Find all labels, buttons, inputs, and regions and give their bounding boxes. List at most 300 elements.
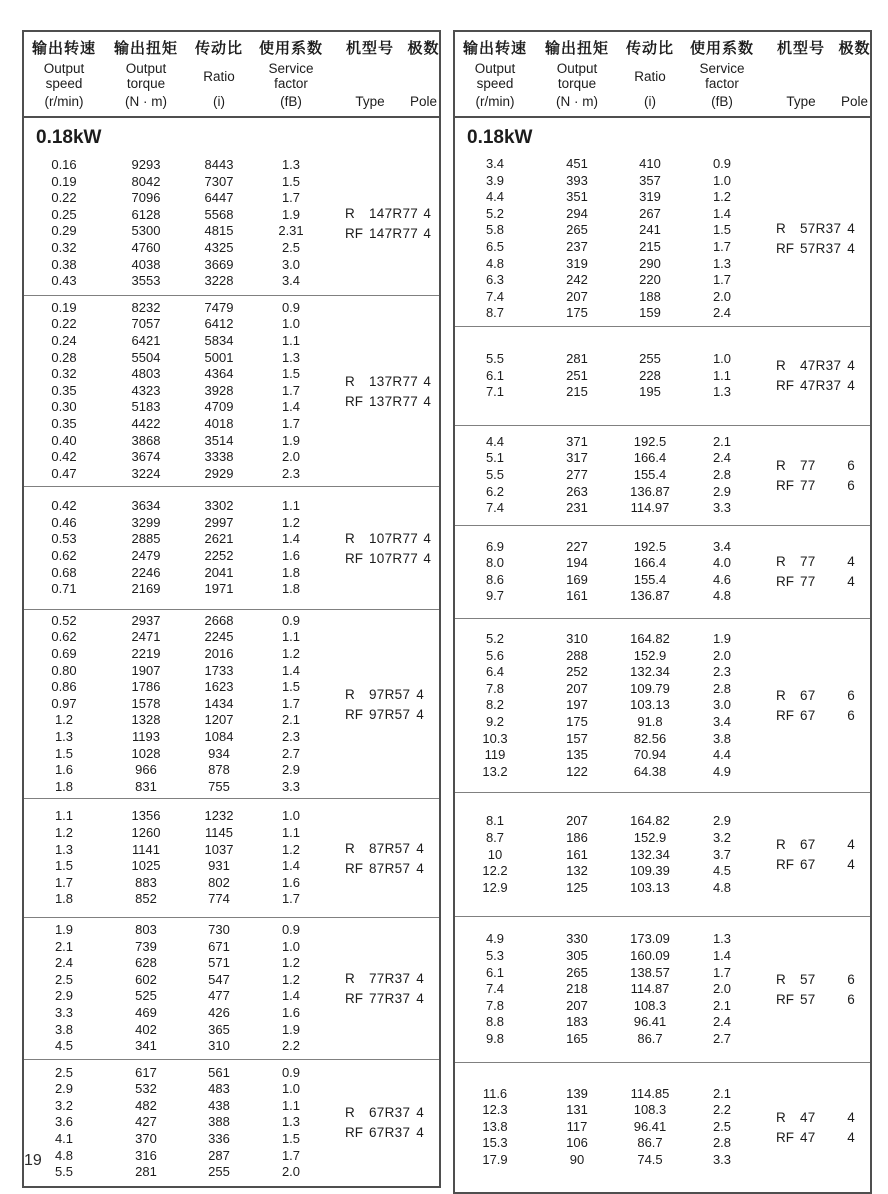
pole-count: 4 — [416, 686, 424, 702]
value-ratio: 2997 — [204, 514, 234, 530]
header-en-label — [557, 61, 598, 91]
value-ratio: 3514 — [204, 432, 234, 448]
value-ratio: 3928 — [204, 382, 234, 398]
type-pole-column — [332, 300, 446, 483]
value-output-speed: 4.8 — [485, 255, 505, 271]
header-en-line: Service — [268, 61, 314, 76]
table-row — [455, 830, 763, 847]
value-output-torque: 2885 — [131, 531, 161, 547]
type-prefix: R — [345, 530, 355, 546]
value-service-factor: 1.9 — [281, 206, 301, 222]
type-prefix: RF — [776, 378, 794, 394]
value-output-torque: 265 — [566, 222, 588, 238]
value-service-factor: 1.3 — [712, 255, 732, 271]
header-en-line: torque — [557, 76, 597, 91]
value-output-torque: 8042 — [131, 173, 161, 189]
table-row — [455, 500, 763, 517]
value-service-factor: 1.3 — [281, 1114, 301, 1130]
table-row — [24, 842, 332, 859]
table-row — [24, 1005, 332, 1022]
value-ratio: 1733 — [204, 662, 234, 678]
value-output-torque: 1028 — [131, 745, 161, 761]
value-service-factor: 0.9 — [712, 156, 732, 171]
value-service-factor: 1.0 — [281, 1081, 301, 1097]
value-service-factor: 1.7 — [281, 415, 301, 431]
value-output-speed: 0.62 — [51, 629, 77, 645]
numeric-columns — [455, 539, 763, 605]
table-row — [24, 433, 332, 450]
value-output-torque: 139 — [566, 1085, 588, 1101]
pole-count: 4 — [847, 574, 855, 590]
value-output-speed: 5.2 — [485, 205, 505, 221]
value-output-speed: 13.2 — [482, 763, 508, 779]
value-output-torque: 263 — [566, 483, 588, 499]
value-service-factor: 2.9 — [712, 483, 732, 499]
value-output-torque: 242 — [566, 272, 588, 288]
value-service-factor: 2.7 — [281, 745, 301, 761]
pole-count: 4 — [847, 554, 855, 570]
value-service-factor: 1.2 — [281, 971, 301, 987]
value-output-speed: 3.3 — [54, 1004, 74, 1020]
pole-count: 4 — [847, 358, 855, 374]
value-service-factor: 1.7 — [281, 891, 301, 907]
value-ratio: 160.09 — [630, 947, 670, 963]
value-service-factor: 1.0 — [712, 172, 732, 188]
value-ratio: 192.5 — [633, 538, 667, 554]
spec-group — [455, 525, 870, 618]
header-zh-label: 使用系数 — [689, 40, 754, 57]
table-body-right — [453, 116, 872, 1194]
value-ratio: 2929 — [204, 465, 234, 481]
value-output-torque: 5183 — [131, 399, 161, 415]
value-service-factor: 1.1 — [281, 332, 301, 348]
type-model: 137R77 — [369, 393, 419, 409]
value-output-torque: 393 — [566, 172, 588, 188]
table-row — [24, 1131, 332, 1148]
type-pole-column — [332, 922, 439, 1055]
value-service-factor: 2.3 — [712, 664, 732, 680]
value-service-factor: 1.5 — [712, 222, 732, 238]
value-service-factor: 1.5 — [281, 679, 301, 695]
spec-group — [24, 295, 439, 487]
type-line — [776, 971, 860, 988]
value-output-speed: 0.25 — [51, 206, 77, 222]
value-service-factor: 2.8 — [712, 680, 732, 696]
type-pole-column — [332, 613, 439, 796]
value-service-factor: 1.7 — [712, 964, 732, 980]
value-output-speed: 4.4 — [485, 433, 505, 449]
page-number: 19 — [24, 1152, 42, 1169]
value-output-torque: 90 — [569, 1151, 585, 1167]
table-row — [24, 1148, 332, 1165]
type-line — [345, 1124, 429, 1141]
table-row — [455, 173, 763, 190]
value-output-torque: 6128 — [131, 206, 161, 222]
type-model: 137R77 — [369, 373, 419, 389]
value-ratio: 4709 — [204, 399, 234, 415]
table-row — [24, 729, 332, 746]
value-output-torque: 1141 — [132, 841, 160, 857]
value-ratio: 6412 — [204, 316, 234, 332]
value-output-speed: 13.8 — [482, 1118, 508, 1134]
spec-group — [455, 1062, 870, 1192]
value-output-torque: 2937 — [131, 612, 161, 628]
type-prefix: R — [345, 205, 355, 221]
type-line — [345, 860, 429, 877]
value-output-torque: 207 — [566, 997, 588, 1013]
table-row — [455, 1152, 763, 1169]
table-row — [455, 156, 763, 173]
value-output-torque: 265 — [566, 964, 588, 980]
type-line — [345, 530, 436, 547]
header-en-line: speed — [476, 76, 514, 91]
value-ratio: 103.13 — [630, 697, 670, 713]
value-output-speed: 0.19 — [51, 299, 77, 315]
spec-group — [24, 152, 439, 295]
value-output-speed: 0.32 — [51, 239, 77, 255]
value-service-factor: 1.1 — [712, 367, 732, 383]
value-service-factor: 3.4 — [281, 273, 301, 289]
table-row — [455, 631, 763, 648]
value-ratio: 108.3 — [633, 997, 667, 1013]
value-service-factor: 2.2 — [712, 1102, 732, 1118]
value-service-factor: 3.8 — [712, 730, 732, 746]
value-output-speed: 7.8 — [485, 997, 505, 1013]
value-output-torque: 4803 — [131, 366, 161, 382]
value-output-torque: 2479 — [131, 548, 161, 564]
header-unit-label: (i) — [213, 94, 225, 109]
spec-group — [24, 798, 439, 917]
value-output-speed: 0.42 — [51, 498, 77, 514]
value-service-factor: 1.2 — [281, 841, 301, 857]
value-service-factor: 1.4 — [281, 988, 301, 1004]
header-zh-label: 输出扭矩 — [113, 40, 178, 57]
table-row — [24, 663, 332, 680]
type-line — [776, 220, 860, 237]
type-pole-column — [332, 498, 446, 598]
value-output-speed: 6.3 — [485, 272, 505, 288]
type-prefix: R — [776, 971, 786, 987]
type-pole-column — [763, 539, 870, 605]
table-row — [24, 466, 332, 483]
value-output-torque: 1356 — [131, 808, 161, 824]
value-ratio: 2252 — [204, 548, 234, 564]
value-ratio: 5001 — [204, 349, 234, 365]
value-ratio: 164.82 — [630, 631, 670, 647]
table-row — [455, 368, 763, 385]
value-output-speed: 2.5 — [54, 971, 74, 987]
value-service-factor: 1.0 — [712, 350, 732, 366]
value-output-torque: 7057 — [131, 316, 161, 332]
value-output-speed: 6.5 — [485, 238, 505, 254]
type-prefix: RF — [345, 393, 363, 409]
spec-group — [24, 917, 439, 1059]
table-row — [24, 712, 332, 729]
type-line — [776, 836, 860, 853]
header-unit-label: Pole — [409, 94, 438, 109]
table-row — [24, 300, 332, 317]
type-model: 47R37 — [800, 378, 842, 394]
header-zh-label: 传动比 — [625, 40, 674, 57]
table-row — [455, 697, 763, 714]
header-col-pole — [408, 37, 439, 109]
numeric-columns — [24, 498, 332, 598]
header-en-line: Output — [474, 61, 516, 76]
table-row — [455, 588, 763, 605]
type-prefix: RF — [345, 1125, 363, 1141]
header-col-rmin — [24, 37, 104, 109]
value-output-torque: 281 — [135, 1164, 157, 1180]
value-service-factor: 1.2 — [281, 514, 301, 530]
value-output-speed: 8.6 — [485, 571, 505, 587]
value-ratio: 934 — [208, 745, 230, 761]
table-row — [455, 731, 763, 748]
value-service-factor: 4.4 — [712, 747, 732, 763]
type-model: 77R37 — [369, 970, 411, 986]
type-line — [345, 1104, 429, 1121]
value-output-torque: 207 — [566, 288, 588, 304]
pole-count: 4 — [416, 990, 424, 1006]
value-output-torque: 3224 — [131, 465, 161, 481]
value-output-torque: 186 — [566, 830, 588, 845]
value-ratio: 241 — [639, 222, 661, 238]
table-row — [24, 696, 332, 713]
value-ratio: 109.79 — [630, 680, 670, 696]
value-output-speed: 1.8 — [54, 891, 74, 907]
value-output-speed: 8.7 — [485, 830, 505, 845]
value-ratio: 755 — [208, 778, 230, 794]
value-service-factor: 1.8 — [281, 564, 301, 580]
header-en-line: Ratio — [203, 68, 235, 84]
value-output-speed: 4.9 — [485, 931, 505, 947]
value-output-speed: 7.4 — [485, 500, 505, 516]
value-output-torque: 6421 — [131, 332, 161, 348]
value-service-factor: 1.3 — [712, 931, 732, 947]
type-model: 47 — [800, 1129, 816, 1145]
pole-count: 4 — [423, 225, 431, 241]
value-output-speed: 3.4 — [485, 156, 505, 171]
value-output-speed: 0.80 — [51, 662, 77, 678]
header-en-line: torque — [126, 76, 166, 91]
value-output-torque: 165 — [566, 1030, 588, 1046]
type-model: 77 — [800, 554, 816, 570]
value-output-speed: 7.8 — [485, 680, 505, 696]
value-service-factor: 3.3 — [712, 1151, 732, 1167]
value-output-speed: 0.24 — [51, 332, 77, 348]
value-ratio: 3228 — [204, 273, 234, 289]
value-ratio: 70.94 — [633, 747, 667, 763]
table-row — [24, 825, 332, 842]
value-output-torque: 451 — [566, 156, 588, 171]
type-model: 47R37 — [800, 358, 842, 374]
value-ratio: 152.9 — [633, 830, 667, 845]
value-output-speed: 8.2 — [485, 697, 505, 713]
value-ratio: 136.87 — [630, 588, 670, 604]
value-output-speed: 1.2 — [54, 712, 74, 728]
spec-group — [455, 425, 870, 525]
value-service-factor: 0.9 — [281, 299, 301, 315]
value-output-torque: 803 — [135, 921, 157, 937]
type-line — [776, 477, 860, 494]
value-output-torque: 106 — [566, 1135, 588, 1151]
value-ratio: 730 — [208, 921, 230, 937]
type-model: 67 — [800, 708, 816, 724]
value-output-speed: 0.42 — [51, 449, 77, 465]
value-service-factor: 1.5 — [281, 1131, 301, 1147]
value-service-factor: 1.4 — [281, 662, 301, 678]
table-row — [24, 955, 332, 972]
value-ratio: 155.4 — [633, 466, 667, 482]
value-ratio: 166.4 — [633, 555, 667, 571]
value-output-torque: 237 — [566, 238, 588, 254]
value-output-torque: 852 — [135, 891, 157, 907]
value-output-speed: 0.46 — [51, 514, 77, 530]
value-ratio: 267 — [639, 205, 661, 221]
value-output-speed: 0.53 — [51, 531, 77, 547]
value-service-factor: 1.5 — [281, 366, 301, 382]
value-output-torque: 227 — [566, 538, 588, 554]
table-row — [455, 256, 763, 273]
value-service-factor: 2.0 — [712, 647, 732, 663]
value-ratio: 1623 — [204, 679, 234, 695]
value-output-speed: 1.8 — [54, 778, 74, 794]
value-output-torque: 175 — [566, 714, 588, 730]
value-service-factor: 2.31 — [278, 223, 304, 239]
value-service-factor: 1.2 — [712, 189, 732, 205]
value-output-torque: 532 — [135, 1081, 157, 1097]
value-ratio: 931 — [208, 858, 230, 874]
value-service-factor: 4.6 — [712, 571, 732, 587]
power-rating: 0.18kW — [36, 127, 102, 148]
type-model: 87R57 — [369, 860, 411, 876]
value-ratio: 2041 — [204, 564, 234, 580]
value-output-torque: 251 — [566, 367, 588, 383]
type-model: 77 — [800, 574, 816, 590]
table-row — [455, 664, 763, 681]
type-pole-column — [763, 434, 870, 517]
table-row — [24, 1038, 332, 1055]
value-service-factor: 2.1 — [712, 433, 732, 449]
row-groups — [455, 152, 870, 1192]
numeric-columns — [455, 156, 763, 322]
header-zh-label: 机型号 — [345, 40, 394, 57]
type-model: 87R57 — [369, 840, 411, 856]
value-output-speed: 3.2 — [54, 1097, 74, 1113]
table-row — [24, 207, 332, 224]
value-service-factor: 1.0 — [281, 316, 301, 332]
value-ratio: 255 — [639, 350, 661, 366]
type-line — [345, 970, 429, 987]
type-line — [776, 553, 860, 570]
value-output-speed: 9.7 — [485, 588, 505, 604]
header-zh-label: 使用系数 — [258, 40, 323, 57]
value-service-factor: 1.4 — [281, 399, 301, 415]
pole-count: 4 — [847, 837, 855, 853]
value-output-torque: 371 — [566, 433, 588, 449]
spec-group — [455, 326, 870, 425]
header-col-nm — [535, 37, 619, 109]
type-prefix: RF — [776, 857, 794, 873]
value-ratio: 132.34 — [630, 846, 670, 862]
value-ratio: 228 — [639, 367, 661, 383]
header-en-label — [475, 61, 516, 91]
table-row — [24, 779, 332, 796]
value-ratio: 671 — [208, 938, 230, 954]
table-row — [455, 351, 763, 368]
numeric-columns — [24, 1065, 332, 1181]
value-output-speed: 2.9 — [54, 988, 74, 1004]
type-pole-column — [763, 156, 870, 322]
type-line — [776, 357, 860, 374]
value-output-speed: 7.1 — [485, 384, 505, 400]
type-line — [776, 573, 860, 590]
value-output-torque: 317 — [566, 450, 588, 466]
numeric-columns — [455, 813, 763, 896]
value-ratio: 3302 — [204, 498, 234, 514]
value-output-speed: 2.1 — [54, 938, 74, 954]
pole-count: 4 — [423, 205, 431, 221]
type-prefix: R — [345, 840, 355, 856]
table-row — [455, 289, 763, 306]
table-row — [455, 998, 763, 1015]
value-output-torque: 2219 — [131, 646, 161, 662]
value-output-torque: 2246 — [131, 564, 161, 580]
table-row — [24, 1098, 332, 1115]
value-output-speed: 0.22 — [51, 316, 77, 332]
value-ratio: 255 — [208, 1164, 230, 1180]
type-line — [776, 1109, 860, 1126]
value-output-speed: 8.0 — [485, 555, 505, 571]
type-model: 97R57 — [369, 706, 411, 722]
type-prefix: R — [345, 1105, 355, 1121]
value-service-factor: 1.3 — [281, 349, 301, 365]
value-output-speed: 8.7 — [485, 305, 505, 321]
value-output-torque: 175 — [566, 305, 588, 321]
spec-group — [455, 916, 870, 1061]
type-prefix: RF — [776, 1129, 794, 1145]
value-service-factor: 1.3 — [712, 384, 732, 400]
value-output-torque: 482 — [135, 1097, 157, 1113]
value-output-speed: 0.35 — [51, 415, 77, 431]
value-ratio: 287 — [208, 1147, 230, 1163]
header-zh-label: 机型号 — [776, 40, 825, 57]
value-service-factor: 2.5 — [712, 1118, 732, 1134]
value-service-factor: 2.4 — [712, 1014, 732, 1030]
type-model: 67 — [800, 688, 816, 704]
table-row — [24, 613, 332, 630]
table-row — [455, 206, 763, 223]
value-ratio: 166.4 — [633, 450, 667, 466]
table-row — [455, 450, 763, 467]
header-unit-label: (fB) — [280, 94, 302, 109]
type-prefix: RF — [345, 225, 363, 241]
numeric-columns — [24, 613, 332, 796]
table-row — [455, 1135, 763, 1152]
value-output-speed: 1.5 — [54, 745, 74, 761]
value-service-factor: 2.0 — [712, 288, 732, 304]
header-en-line: Ratio — [634, 68, 666, 84]
type-prefix: RF — [776, 477, 794, 493]
value-output-speed: 0.97 — [51, 695, 77, 711]
type-prefix: R — [345, 970, 355, 986]
type-model: 67R37 — [369, 1105, 411, 1121]
value-ratio: 310 — [208, 1038, 230, 1054]
type-model: 147R77 — [369, 225, 419, 241]
value-output-speed: 0.40 — [51, 432, 77, 448]
table-row — [455, 681, 763, 698]
value-output-speed: 0.69 — [51, 646, 77, 662]
value-output-torque: 183 — [566, 1014, 588, 1030]
